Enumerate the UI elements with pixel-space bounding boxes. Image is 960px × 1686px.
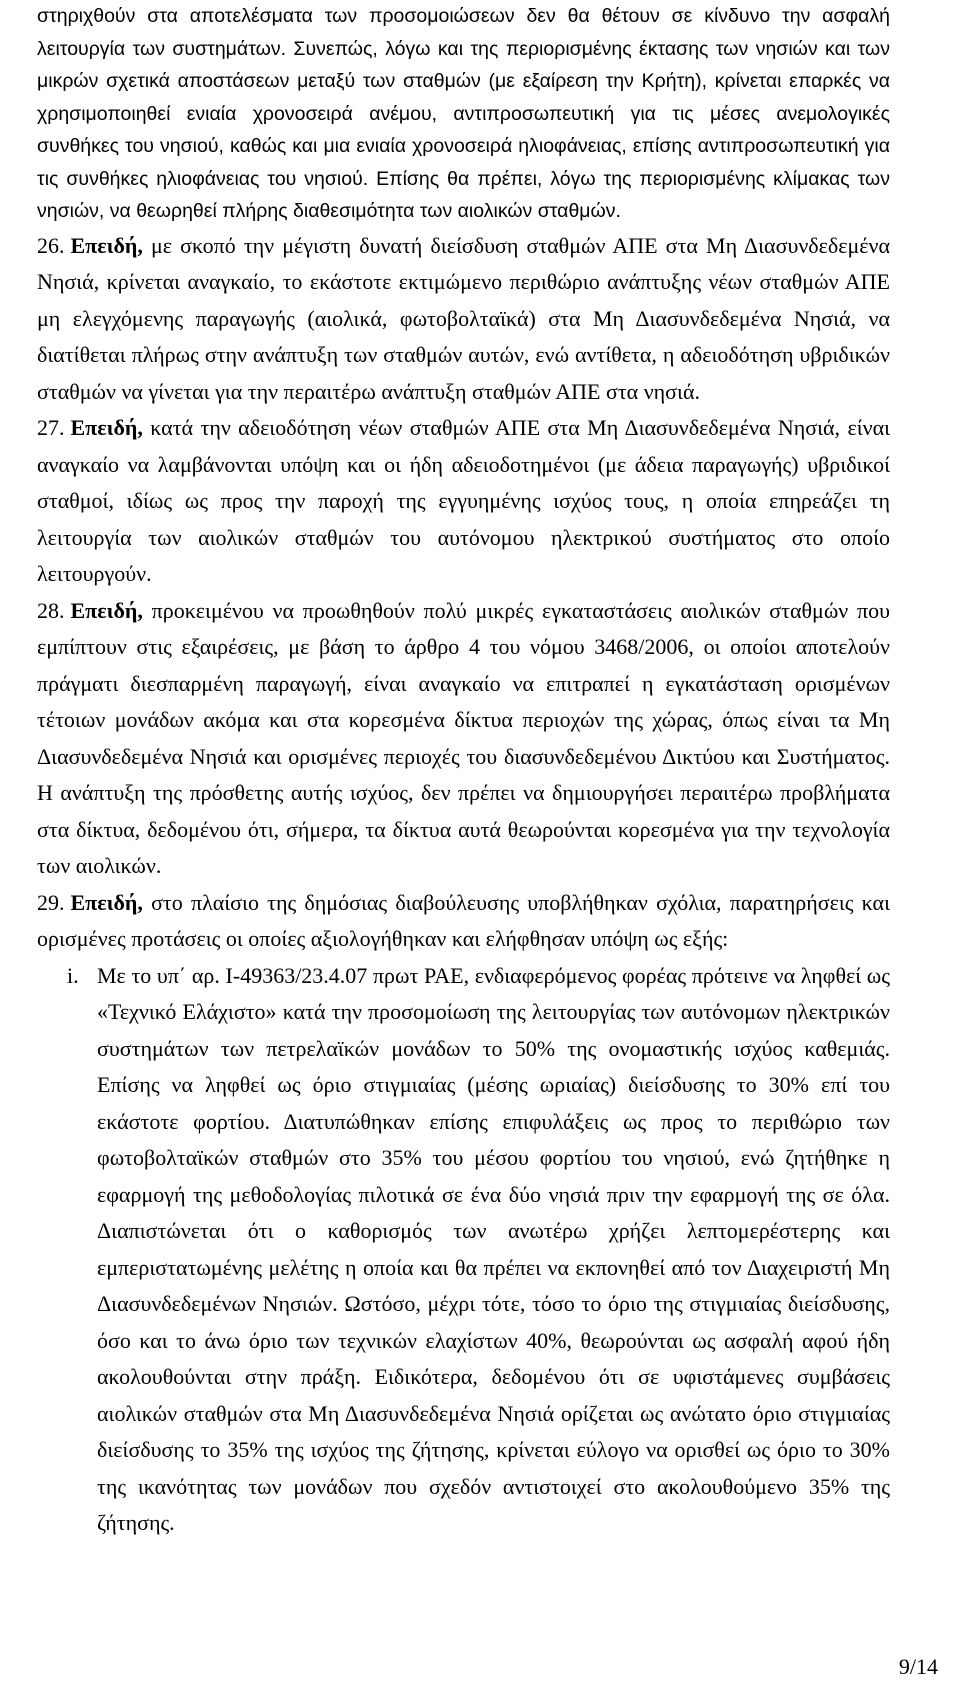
sub-item-i bbox=[37, 958, 890, 1542]
paragraph-keyword: Επειδή, bbox=[70, 889, 143, 915]
numbered-paragraph-27 bbox=[37, 410, 890, 593]
sub-item-text: Με το υπ΄ αρ. Ι-49363/23.4.07 πρωτ ΡΑΕ, ενδιαφερόμενος φορέας πρότεινε να ληφθεί ως «Τεχνικό Ελάχιστο» κατά την προσομοίωση της λειτουργίας των αυτόνομων ηλεκτρικών συστημάτων των πετρελαϊκών μονάδων το 50% της ονομαστικής ισχύος καθεμιάς. Επίσης να ληφθεί ως όριο στιγμιαίας (μέσης ωριαίας) διείσδυσης το 30% επί του εκάστοτε φορτίου. Διατυπώθηκαν επίσης επιφυλάξεις ως προς το περιθώριο των φωτοβολταϊκών σταθμών στο 35% του μέσου φορτίου του νησιού, ενώ ζητήθηκε η εφαρμογή της μεθοδολογίας πιλοτικά σε ένα δύο νησιά πριν την εφαρμογή της σε όλα. Διαπιστώνεται ότι ο καθορισμός των ανωτέρω χρήζει λεπτομερέστερης και εμπεριστατωμένης μελέτης η οποία και θα πρέπει να εκπονηθεί από τον Διαχειριστή Μη Διασυνδεδεμένων Νησιών. Ωστόσο, μέχρι τότε, τόσο το όριο της στιγμιαίας διείσδυσης, όσο και το άνω όριο των τεχνικών ελαχίστων 40%, θεωρούνται ως ασφαλή αφού ήδη ακολουθούνται στην πράξη. Ειδικότερα, δεδομένου ότι σε υφιστάμενες συμβάσεις αιολικών σταθμών στα Μη Διασυνδεδεμένα Νησιά ορίζεται ως ανώτατο όριο στιγμιαίας διείσδυσης το 35% της ισχύος της ζήτησης, κρίνεται εύλογο να ορισθεί ως όριο το 30% της ικανότητας των μονάδων που σχεδόν αντιστοιχεί στο ακολουθούμενο 35% της ζήτησης. bbox=[97, 962, 890, 1535]
paragraph-number: 26. bbox=[37, 232, 65, 258]
paragraph-number: 28. bbox=[37, 597, 65, 623]
page-number: 9/14 bbox=[898, 1654, 938, 1679]
paragraph-keyword: Επειδή, bbox=[70, 597, 143, 623]
numbered-paragraph-28 bbox=[37, 593, 890, 885]
document-page bbox=[37, 0, 890, 1542]
numbered-paragraph-29 bbox=[37, 885, 890, 958]
numbered-paragraph-26 bbox=[37, 228, 890, 411]
continuation-paragraph: στηριχθούν στα αποτελέσματα των προσομοιώσεων δεν θα θέτουν σε κίνδυνο την ασφαλή λειτουργία των συστημάτων. Συνεπώς, λόγω και της περιορισμένης έκτασης των νησιών και των μικρών σχετικά αποστάσεων μεταξύ των σταθμών (με εξαίρεση την Κρήτη), κρίνεται επαρκές να χρησιμοποιηθεί ενιαία χρονοσειρά ανέμου, αντιπροσωπευτική για τις μέσες ανεμολογικές συνθήκες του νησιού, καθώς και μια ενιαία χρονοσειρά ηλιοφάνειας, επίσης αντιπροσωπευτική για τις συνθήκες ηλιοφάνειας του νησιού. Επίσης θα πρέπει, λόγω της περιορισμένης κλίμακας των νησιών, να θεωρηθεί πλήρης διαθεσιμότητα των αιολικών σταθμών. bbox=[37, 5, 890, 222]
paragraph-keyword: Επειδή, bbox=[70, 232, 143, 258]
paragraph-number: 29. bbox=[37, 889, 65, 915]
paragraph-number: 27. bbox=[37, 415, 65, 440]
paragraph-text: κατά την αδειοδότηση νέων σταθμών ΑΠΕ στα Μη Διασυνδεδεμένα Νησιά, είναι αναγκαίο να λαμβάνονται υπόψη και οι ήδη αδειοδοτημένοι (με άδεια παραγωγής) υβριδικοί σταθμοί, ιδίως ως προς την παροχή της εγγυημένης ισχύος τους, η οποία επηρεάζει τη λειτουργία των αιολικών σταθμών του αυτόνομου ηλεκτρικού συστήματος στο οποίο λειτουργούν. bbox=[37, 415, 891, 586]
sub-item-number: i. bbox=[67, 962, 79, 988]
paragraph-text: στο πλαίσιο της δημόσιας διαβούλευσης υποβλήθηκαν σχόλια, παρατηρήσεις και ορισμένες προτάσεις οι οποίες αξιολογήθηκαν και ελήφθησαν υπόψη ως εξής: bbox=[37, 889, 890, 951]
paragraph-keyword: Επειδή, bbox=[70, 415, 143, 440]
paragraph-text: προκειμένου να προωθηθούν πολύ μικρές εγκαταστάσεις αιολικών σταθμών που εμπίπτουν στις εξαιρέσεις, με βάση το άρθρο 4 του νόμου 3468/2006, οι οποίοι αποτελούν πράγματι διεσπαρμένη παραγωγή, είναι αναγκαίο να επιτραπεί η εγκατάσταση ορισμένων τέτοιων μονάδων ακόμα και στα κορεσμένα δίκτυα περιοχών της χώρας, όπως είναι τα Μη Διασυνδεδεμένα Νησιά και ορισμένες περιοχές του διασυνδεδεμένου Δικτύου και Συστήματος. Η ανάπτυξη της πρόσθετης αυτής ισχύος, δεν πρέπει να δημιουργήσει περαιτέρω προβλήματα στα δίκτυα, δεδομένου ότι, σήμερα, τα δίκτυα αυτά θεωρούνται κορεσμένα για την τεχνολογία των αιολικών. bbox=[37, 597, 891, 878]
paragraph-text: με σκοπό την μέγιστη δυνατή διείσδυση σταθμών ΑΠΕ στα Μη Διασυνδεδεμένα Νησιά, κρίνεται αναγκαίο, το εκάστοτε εκτιμώμενο περιθώριο ανάπτυξης νέων σταθμών ΑΠΕ μη ελεγχόμενης παραγωγής (αιολικά, φωτοβολταϊκά) στα Μη Διασυνδεδεμένα Νησιά, να διατίθεται πλήρως στην ανάπτυξη των σταθμών αυτών, ενώ αντίθετα, η αδειοδότηση υβριδικών σταθμών να γίνεται για την περαιτέρω ανάπτυξη σταθμών ΑΠΕ στα νησιά. bbox=[37, 232, 891, 404]
